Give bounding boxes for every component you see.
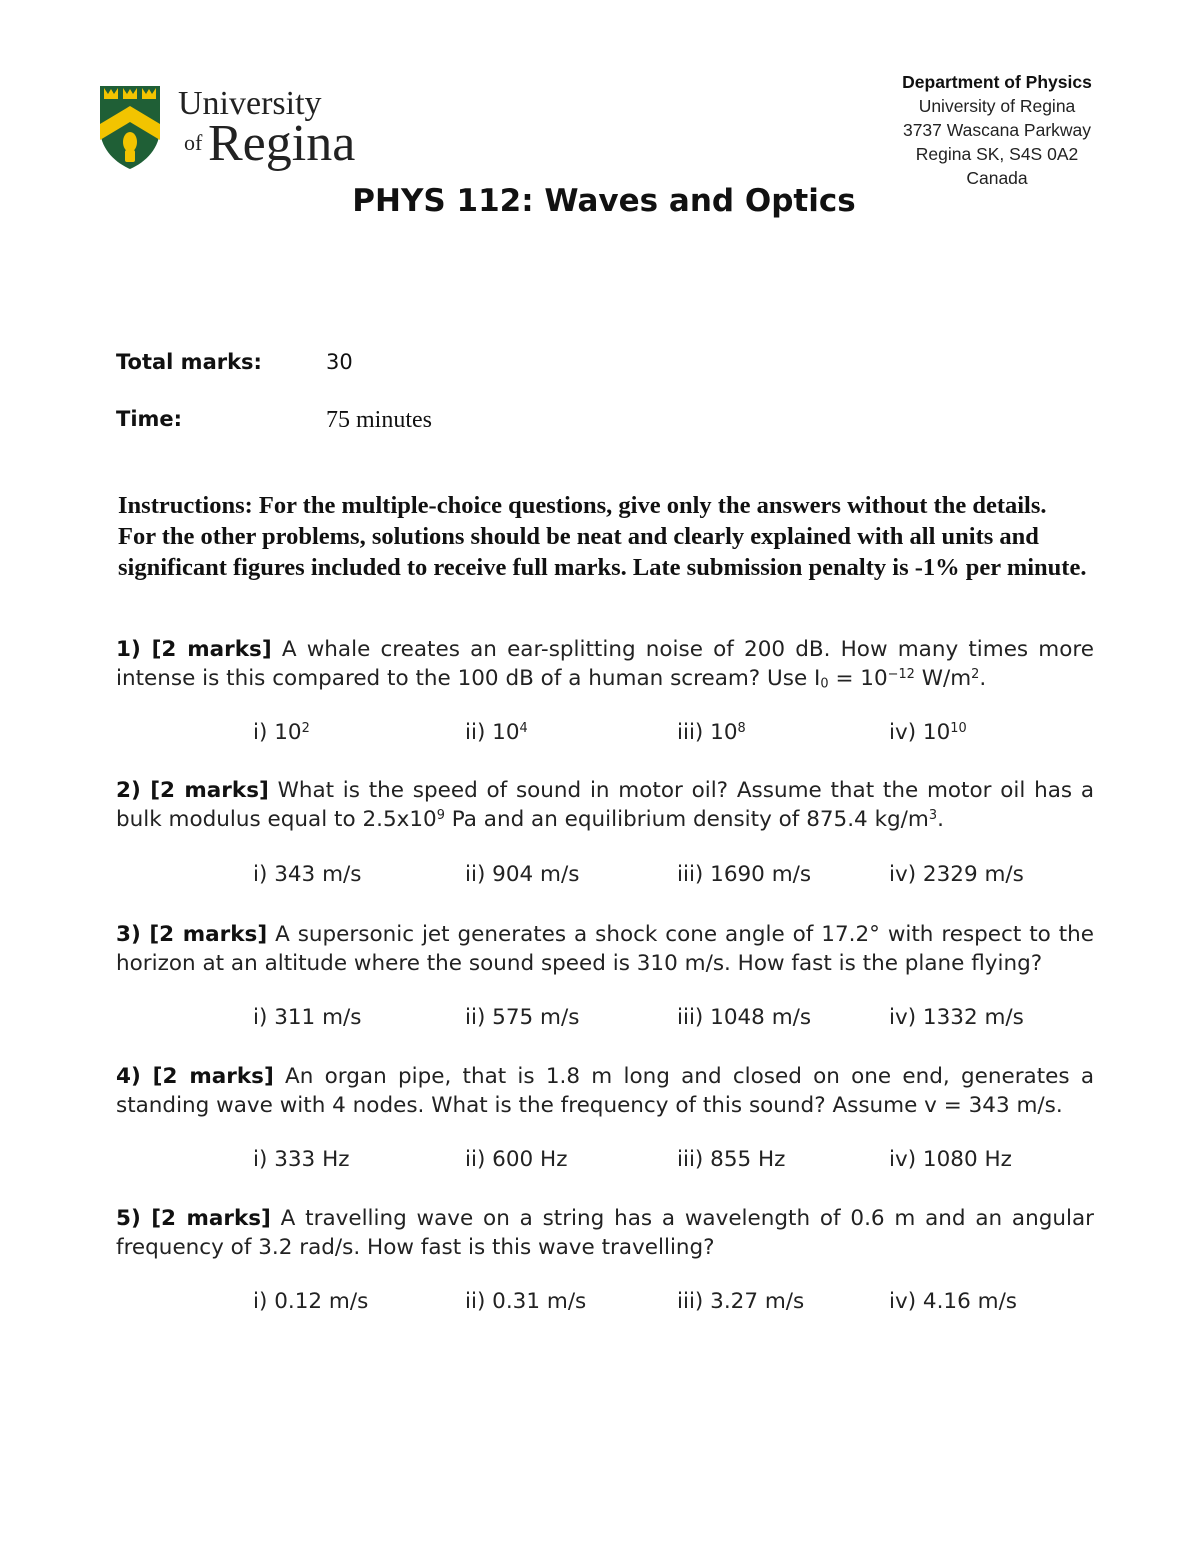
question-5-options: [0, 1289, 1200, 1319]
option-ii: ii) 600 Hz: [465, 1147, 568, 1172]
question-text: A travelling wave on a string has a wavelength of 0.6 m and an angular frequency of 3.2 rad/s. How fast is this wave travelling?: [116, 1206, 1094, 1260]
instructions-line: For the other problems, solutions should be neat and clearly explained with all units and: [118, 523, 1039, 550]
option-ii: ii) $10^4$: [465, 720, 528, 745]
question-number: 4) [2 marks]: [116, 1064, 274, 1089]
option-i: i) 311 m/s: [253, 1005, 362, 1030]
department-address: [870, 70, 1124, 190]
address-line: Regina SK, S4S 0A2: [915, 144, 1079, 164]
question-text: An organ pipe, that is 1.8 m long and closed on one end, generates a standing wave with 4 nodes. What is the frequency of this sound? Assume v = 343 m/s.: [116, 1064, 1094, 1118]
question-text: A whale creates an ear-splitting noise of 200 dB. How many times more intense is this compared to the 100 dB of a human scream? Use I: [116, 637, 1094, 691]
question-number: 3) [2 marks]: [116, 922, 268, 947]
question-3: [116, 920, 1094, 978]
question-text: What is the speed of sound in motor oil? Assume that the motor oil has a bulk modulus equal to 2.5x10: [116, 778, 1094, 832]
question-4: [116, 1062, 1094, 1120]
department-name: Department of Physics: [902, 72, 1092, 92]
instructions-line: Instructions: For the multiple-choice questions, give only the answers without the details.: [118, 492, 1047, 519]
address-line: University of Regina: [918, 96, 1076, 116]
logo-text-university: University: [178, 85, 322, 122]
question-text: = 10: [828, 666, 888, 691]
question-2: [116, 776, 1094, 834]
option-iii: iii) 855 Hz: [677, 1147, 786, 1172]
question-number: 1) [2 marks]: [116, 637, 272, 662]
question-4-options: [0, 1147, 1200, 1177]
option-iv: iv) $10^{10}$: [889, 720, 967, 745]
question-text: Pa and an equilibrium density of 875.4 kg/m: [444, 807, 929, 832]
option-iii: iii) 3.27 m/s: [677, 1289, 805, 1314]
option-iv: iv) 4.16 m/s: [889, 1289, 1018, 1314]
question-3-options: [0, 1005, 1200, 1035]
option-ii: ii) 904 m/s: [465, 862, 580, 887]
instructions: [118, 490, 1118, 583]
address-line: 3737 Wascana Parkway: [902, 120, 1092, 140]
logo-text-regina: Regina: [208, 115, 356, 172]
question-1: [116, 635, 1094, 693]
address-line: Canada: [966, 168, 1028, 188]
option-i: i) 333 Hz: [253, 1147, 350, 1172]
option-ii: ii) 575 m/s: [465, 1005, 580, 1030]
total-marks-value: 30: [326, 350, 353, 374]
subscript: 0: [820, 676, 829, 692]
question-text: .: [979, 666, 987, 691]
option-iv: iv) 1332 m/s: [889, 1005, 1024, 1030]
university-of-regina-logo-graphic: [98, 84, 360, 174]
superscript: 2: [971, 666, 980, 682]
superscript: −12: [887, 666, 915, 682]
question-text: .: [937, 807, 944, 832]
option-ii: ii) 0.31 m/s: [465, 1289, 587, 1314]
option-iii: iii) $10^8$: [677, 720, 746, 745]
instructions-line: significant figures included to receive full marks. Late submission penalty is -1% per minute.: [118, 554, 1087, 581]
option-iii: iii) 1690 m/s: [677, 862, 812, 887]
question-text: A supersonic jet generates a shock cone angle of 17.2° with respect to the horizon at an altitude where the sound speed is 310 m/s. How fast is the plane flying?: [116, 922, 1094, 976]
question-text: W/m: [914, 666, 972, 691]
wheat-sheaf-icon: [123, 132, 137, 162]
option-i: i) 343 m/s: [253, 862, 362, 887]
question-2-options: [0, 862, 1200, 892]
question-number: 5) [2 marks]: [116, 1206, 271, 1231]
time-value: 75 minutes: [326, 407, 432, 433]
course-title: PHYS 112: Waves and Optics: [352, 183, 856, 219]
superscript: 9: [436, 807, 445, 823]
logo-text-of: of: [184, 130, 203, 155]
option-i: i) 0.12 m/s: [253, 1289, 369, 1314]
superscript: 3: [928, 807, 938, 823]
university-logo: [98, 84, 360, 174]
option-iii: iii) 1048 m/s: [677, 1005, 812, 1030]
total-marks-label: Total marks:: [116, 350, 262, 374]
option-iv: iv) 1080 Hz: [889, 1147, 1012, 1172]
question-5: [116, 1204, 1094, 1262]
time-label: Time:: [116, 407, 183, 431]
question-number: 2) [2 marks]: [116, 778, 269, 803]
question-1-options: [0, 720, 1200, 750]
option-iv: iv) 2329 m/s: [889, 862, 1024, 887]
option-i: i) $10^2$: [253, 720, 310, 745]
